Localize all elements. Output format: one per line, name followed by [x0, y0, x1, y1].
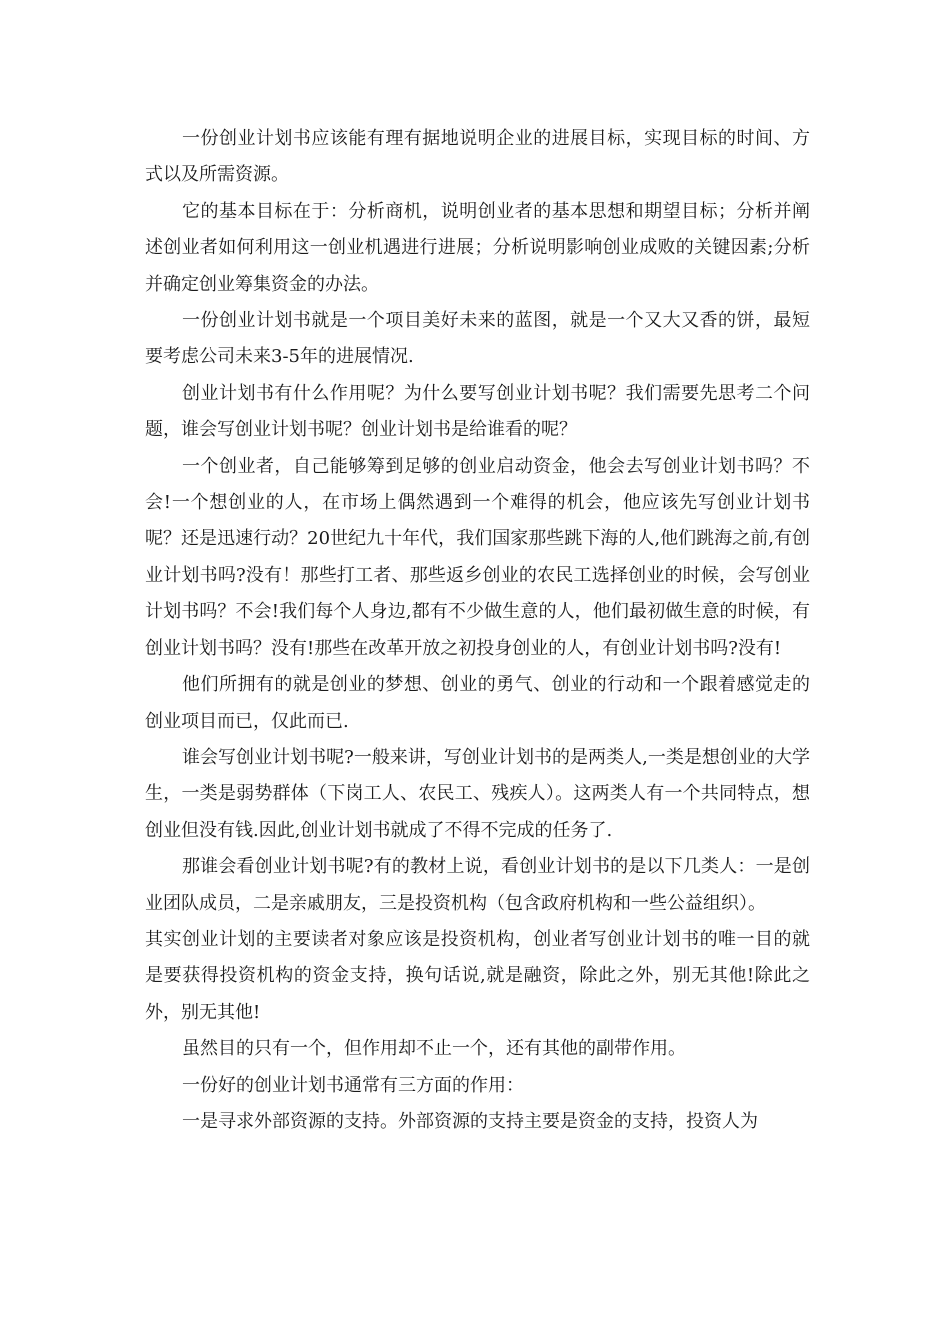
paragraph: 那谁会看创业计划书呢?有的教材上说，看创业计划书的是以下几类人：一是创业团队成员，二是亲戚朋友，三是投资机构（包含政府机构和一些公益组织）。 — [145, 856, 810, 914]
paragraph: 他们所拥有的就是创业的梦想、创业的勇气、创业的行动和一个跟着感觉走的创业项目而已，仅此而已. — [145, 674, 810, 732]
paragraph: 它的基本目标在于：分析商机，说明创业者的基本思想和期望目标；分析并阐述创业者如何利用这一创业机遇进行进展；分析说明影响创业成败的关键因素;分析并确定创业筹集资金的办法。 — [145, 200, 810, 295]
document-page — [145, 121, 810, 1140]
paragraph: 一是寻求外部资源的支持。外部资源的支持主要是资金的支持，投资人为 — [182, 1110, 758, 1132]
paragraph: 虽然目的只有一个，但作用却不止一个，还有其他的副带作用。 — [182, 1038, 686, 1060]
paragraph: 创业计划书有什么作用呢？为什么要写创业计划书呢？我们需要先思考二个问题，谁会写创业计划书呢？创业计划书是给谁看的呢？ — [145, 382, 810, 441]
paragraph: 一份好的创业计划书通常有三方面的作用： — [182, 1074, 524, 1096]
paragraph: 一份创业计划书就是一个项目美好未来的蓝图，就是一个又大又香的饼，最短要考虑公司未来3-5年的进展情况. — [145, 310, 810, 368]
paragraph: 其实创业计划的主要读者对象应该是投资机构，创业者写创业计划书的唯一目的就是要获得投资机构的资金支持，换句话说,就是融资，除此之外，别无其他!除此之外，别无其他! — [145, 928, 810, 1023]
paragraph: 一个创业者，自己能够筹到足够的创业启动资金，他会去写创业计划书吗？不会!一个想创业的人，在市场上偶然遇到一个难得的机会，他应该先写创业计划书呢？还是迅速行动？20世纪九十年代，我们国家那些跳下海的人,他们跳海之前,有创业计划书吗?没有！那些打工者、那些返乡创业的农民工选择创业的时候，会写创业计划书吗？不会!我们每个人身边,都有不少做生意的人，他们最初做生意的时候，有创业计划书吗？没有!那些在改革开放之初投身创业的人，有创业计划书吗?没有! — [145, 455, 810, 659]
paragraph: 一份创业计划书应该能有理有据地说明企业的进展目标，实现目标的时间、方式以及所需资源。 — [145, 128, 810, 186]
paragraph: 谁会写创业计划书呢?一般来讲，写创业计划书的是两类人,一类是想创业的大学生，一类是弱势群体（下岗工人、农民工、残疾人）。这两类人有一个共同特点，想创业但没有钱.因此,创业计划书就成了不得不完成的任务了. — [145, 746, 810, 841]
